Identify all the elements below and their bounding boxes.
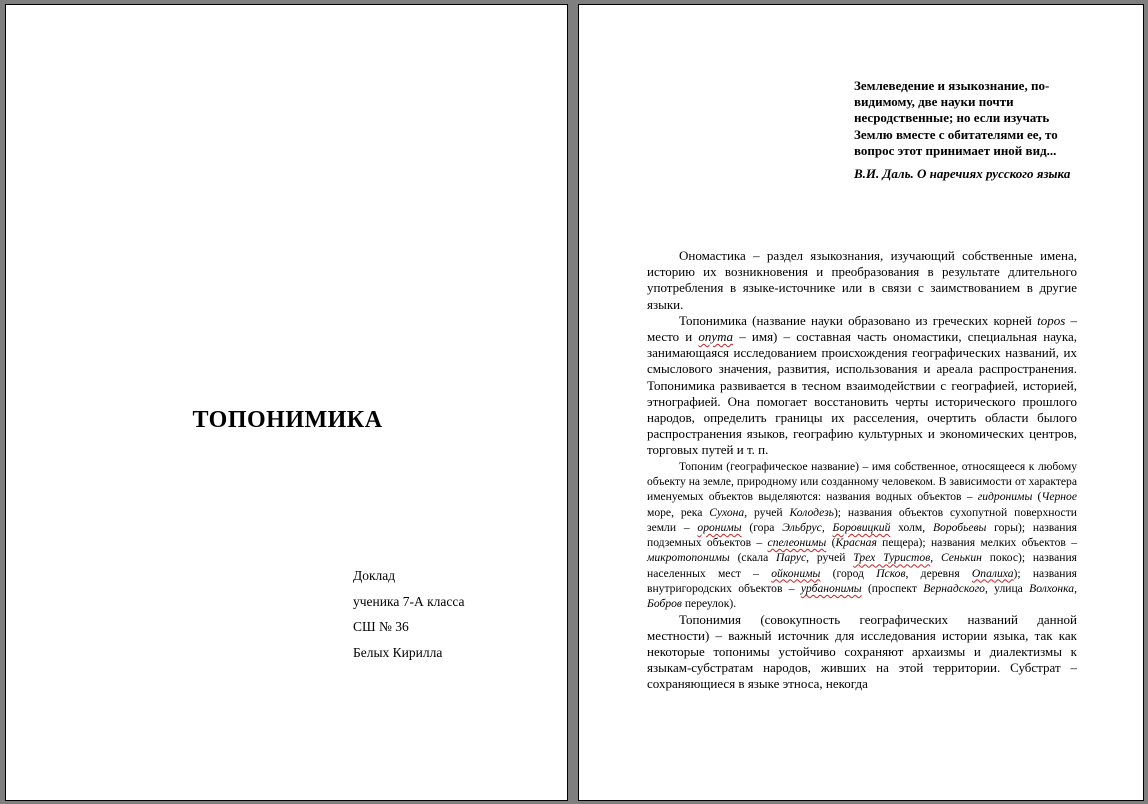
- author-name: Белых Кирилла: [353, 644, 443, 660]
- term-topos: topos: [1037, 312, 1066, 328]
- epigraph: [854, 78, 1079, 182]
- paragraph-toponymics: Топонимика (название науки образовано из греческих корней topos – место и onyma – имя) – составная часть ономастики, специальная наука, занимающаяся исследованием происхождения географических названий, их смыслового значения, развития, использования и ареала распространения. Топонимика развивается в тесном взаимодействии с географией, историей, этнографией. Она помогает восстановить черты исторического прошлого народов, определить границы их расселения, очертить области былого распространения языков, географию культурных и экономических центров, торговых путей и т. п.: [647, 312, 1078, 458]
- term-onyma: onyma: [698, 329, 734, 345]
- document-title: ТОПОНИМИКА: [192, 407, 383, 433]
- student-class: ученика 7-А класса: [353, 593, 465, 609]
- paragraph-toponym: Топоним (географическое название) – имя собственное, относящееся к любому объекту на земле, природному или созданному человеком. В зависимости от характера именуемых объектов выделяются: названия водных объектов – гидронимы (Черное море, река Сухона, ручей Колодезь); названия объектов сухопутной поверхности земли – оронимы (гора Эльбрус, Боровицкий холм, Воробьевы горы); названия подземных объектов – спелеонимы (Красная пещера); названия мелких объектов – микротопонимы (скала Парус, ручей Трех Туристов, Сенькин покос); названия населенных мест – ойконимы (город Псков, деревня Опалиха); названия внутригородских объектов – урбанонимы (проспект Вернадского, улица Волхонка, Бобров переулок).: [647, 459, 1078, 611]
- epigraph-source: В.И. Даль. О наречиях русского языка: [854, 166, 1071, 182]
- school-number: СШ № 36: [353, 619, 409, 634]
- body-text: [647, 248, 1077, 720]
- cover-page: [5, 4, 568, 801]
- content-page: [578, 4, 1144, 801]
- paragraph-toponymy: Топонимия (совокупность географических названий данной местности) – важный источник для исследования истории языка, так как некоторые топонимы устойчиво сохраняют архаизмы и диалектизмы к языкам-субстратам народов, живших на этой территории. Субстрат – сохраняющиеся в языке этноса, некогда: [647, 611, 1077, 692]
- epigraph-text: Землеведение и языкознание, по-видимому, две науки почти несродственные; но если изучать Землю вместе с обитателями ее, то вопрос этот принимает иной вид...: [854, 78, 1058, 158]
- report-label: Доклад: [353, 568, 396, 583]
- author-block: [353, 563, 465, 665]
- paragraph-onomastics: Ономастика – раздел языкознания, изучающий собственные имена, историю их возникновения и преобразования в результате длительного употребления в языке-источнике или в связи с заимствованием в другие языки.: [647, 248, 1077, 312]
